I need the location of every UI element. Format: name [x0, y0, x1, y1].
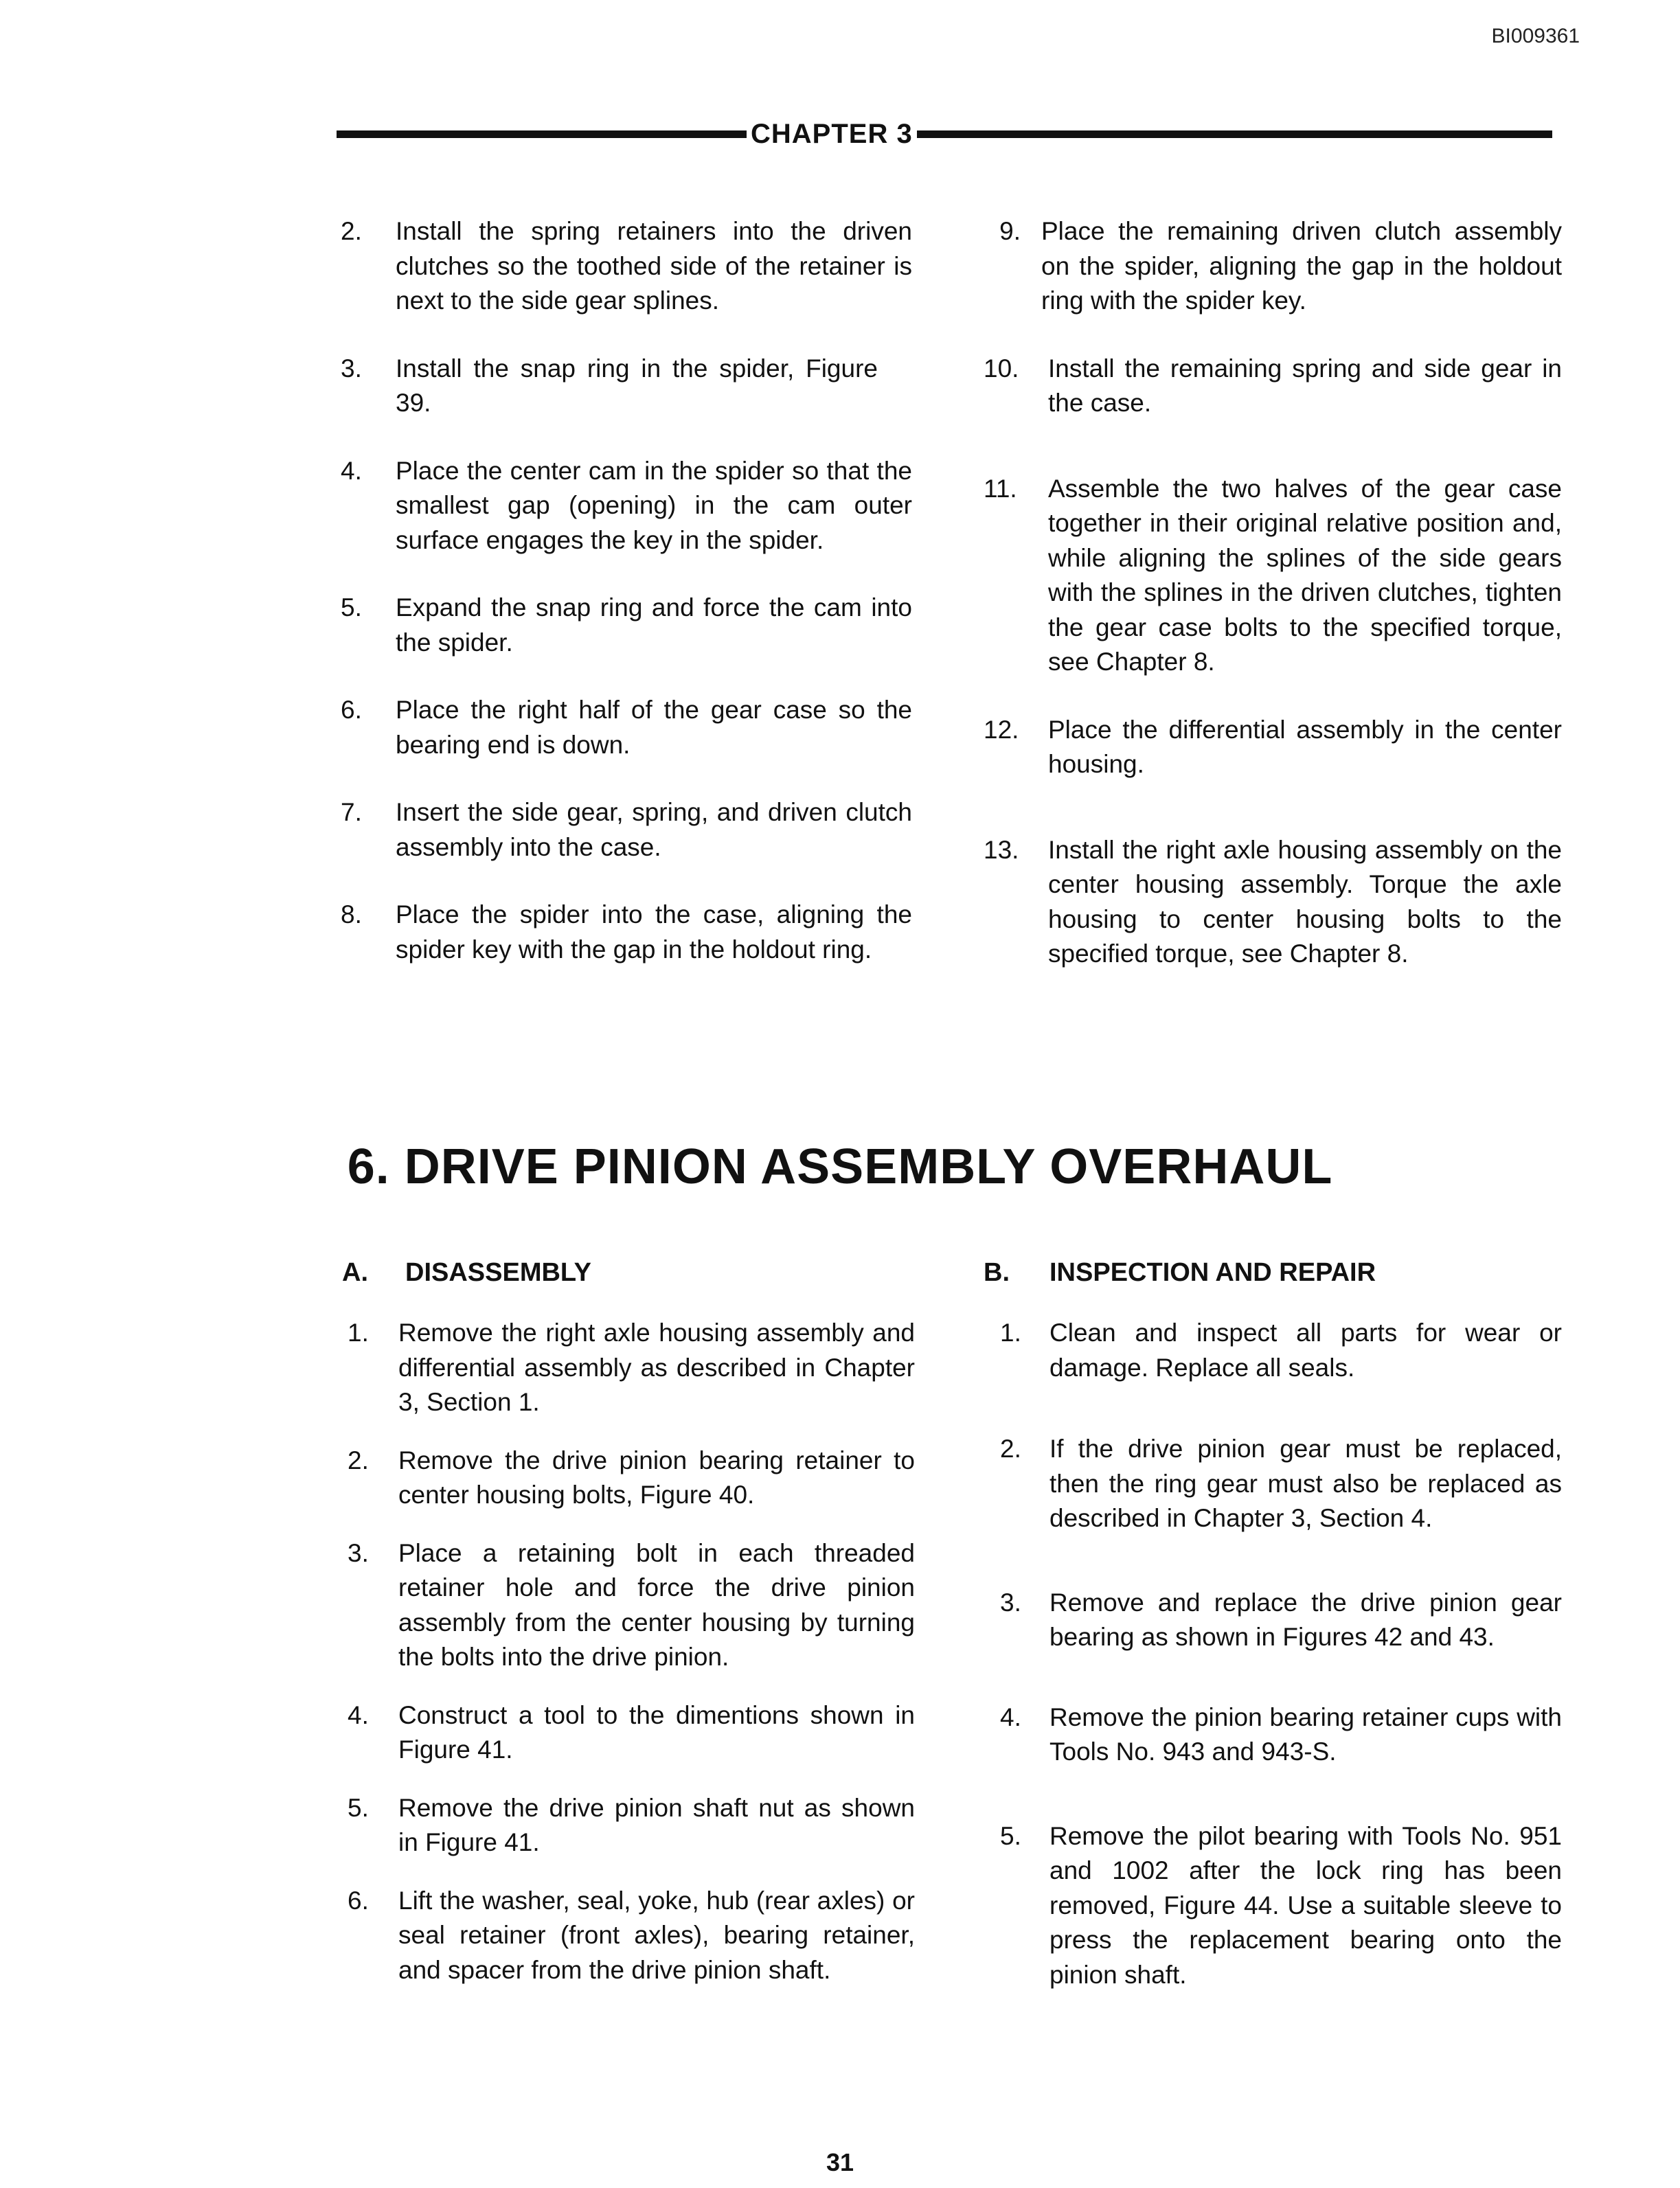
- step-number: 8.: [341, 900, 362, 928]
- step-text: Remove the pinion bearing retainer cups with Tools No. 943 and 943-S.: [1049, 1702, 1562, 1766]
- step-text: Install the remaining spring and side gear in the case.: [1048, 354, 1562, 417]
- list-item: [984, 1316, 1562, 1385]
- subsection-heading-disassembly: [342, 1258, 591, 1288]
- subsection-title: DISASSEMBLY: [405, 1258, 591, 1287]
- list-item: [341, 795, 912, 865]
- inspection-steps: [984, 1316, 1562, 1992]
- subsection-letter: A.: [342, 1258, 368, 1287]
- list-item: [984, 1432, 1562, 1536]
- step-number: 4.: [341, 456, 362, 485]
- step-text: Place the center cam in the spider so that the smallest gap (opening) in the cam outer surface engages the key in the spider.: [396, 456, 912, 554]
- list-item: [984, 472, 1562, 680]
- list-item: [341, 1884, 915, 1988]
- disassembly-steps: [341, 1316, 915, 1987]
- list-item: [341, 1791, 915, 1860]
- list-item: [984, 833, 1562, 972]
- step-text: Assemble the two halves of the gear case together in their original relative position and, while aligning the splines of the side gears with the splines in the driven clutches, tighten the gear case bolts to the specified torque, see Chapter 8.: [1048, 474, 1562, 676]
- step-text: Insert the side gear, spring, and driven clutch assembly into the case.: [396, 798, 912, 861]
- step-number: 13.: [984, 835, 1019, 864]
- list-item: [341, 693, 912, 762]
- step-text: Install the right axle housing assembly on the center housing assembly. Torque the axle housing to center housing bolts to the specified torque, see Chapter 8.: [1048, 835, 1562, 968]
- step-number: 5.: [1000, 1821, 1021, 1850]
- step-number: 3.: [341, 354, 362, 383]
- step-number: 2.: [1000, 1435, 1021, 1463]
- step-text: Clean and inspect all parts for wear or damage. Replace all seals.: [1049, 1319, 1562, 1382]
- step-text: If the drive pinion gear must be replaced, then the ring gear must also be replaced as described in Chapter 3, Section 4.: [1049, 1435, 1562, 1532]
- list-item: [341, 1316, 915, 1420]
- list-item: [341, 1536, 915, 1675]
- step-text: Place the differential assembly in the center housing.: [1048, 715, 1562, 778]
- step-number: 1.: [348, 1319, 369, 1347]
- step-text: Place a retaining bolt in each threaded retainer hole and force the drive pinion assembly from the center housing by turning the bolts into the drive pinion.: [398, 1538, 915, 1671]
- list-item: [341, 454, 912, 558]
- document-id: BI009361: [1491, 25, 1580, 47]
- list-item: [341, 898, 912, 967]
- page-number: 31: [826, 2148, 854, 2176]
- step-number: 12.: [984, 715, 1019, 744]
- step-text: Remove the right axle housing assembly and differential assembly as described in Chapter 3, Section 1.: [398, 1319, 915, 1416]
- step-text: Install the spring retainers into the driven clutches so the toothed side of the retainer is next to the side gear splines.: [396, 217, 912, 315]
- header-rule-left: [337, 130, 747, 138]
- step-number: 1.: [1000, 1319, 1021, 1347]
- step-number: 10.: [984, 354, 1019, 383]
- header-rule-right: [917, 130, 1552, 138]
- chapter-label: CHAPTER 3: [750, 118, 913, 149]
- step-text: Remove the drive pinion shaft nut as shown in Figure 41.: [398, 1793, 915, 1856]
- step-number: 11.: [984, 474, 1017, 503]
- step-number: 2.: [341, 217, 362, 245]
- list-item: [984, 1586, 1562, 1655]
- step-text: Remove the pilot bearing with Tools No. 951 and 1002 after the lock ring has been removed, Figure 44. Use a suitable sleeve to press the replacement bearing onto the pinion shaft.: [1049, 1821, 1562, 1989]
- step-text: Lift the washer, seal, yoke, hub (rear axles) or seal retainer (front axles), bearing retainer, and spacer from the drive pinion shaft.: [398, 1886, 915, 1984]
- step-number: 6.: [348, 1886, 369, 1915]
- subsection-title: INSPECTION AND REPAIR: [1049, 1258, 1376, 1287]
- step-text: Expand the snap ring and force the cam into the spider.: [396, 593, 912, 657]
- list-item: [984, 352, 1562, 421]
- step-text: Remove and replace the drive pinion gear bearing as shown in Figures 42 and 43.: [1049, 1588, 1562, 1651]
- subsection-letter: B.: [984, 1258, 1010, 1287]
- step-number: 2.: [348, 1446, 369, 1474]
- step-number: 6.: [341, 696, 362, 724]
- list-item: [984, 1700, 1562, 1770]
- steps-column-right: [984, 214, 1562, 972]
- list-item: [984, 713, 1562, 782]
- step-text: Install the snap ring in the spider, Figure 39.: [396, 354, 878, 417]
- step-text: Remove the drive pinion bearing retainer to center housing bolts, Figure 40.: [398, 1446, 915, 1509]
- chapter-header-rule: [337, 118, 1552, 150]
- subsection-heading-inspection: [984, 1258, 1376, 1288]
- step-number: 3.: [1000, 1588, 1021, 1617]
- step-text: Construct a tool to the dimentions shown in Figure 41.: [398, 1700, 915, 1764]
- section-title: 6. DRIVE PINION ASSEMBLY OVERHAUL: [347, 1139, 1333, 1194]
- step-number: 4.: [348, 1700, 369, 1729]
- step-number: 5.: [348, 1793, 369, 1822]
- step-number: 3.: [348, 1538, 369, 1567]
- steps-column-left: [341, 214, 912, 967]
- step-text: Place the right half of the gear case so the bearing end is down.: [396, 696, 912, 759]
- list-item: [341, 214, 912, 319]
- step-number: 7.: [341, 798, 362, 826]
- list-item: [341, 591, 912, 660]
- list-item: [984, 1819, 1562, 1993]
- step-number: 5.: [341, 593, 362, 622]
- list-item: [341, 352, 912, 421]
- step-text: Place the spider into the case, aligning the spider key with the gap in the holdout ring.: [396, 900, 912, 964]
- step-text: Place the remaining driven clutch assembly on the spider, aligning the gap in the holdout ring with the spider key.: [1041, 217, 1562, 315]
- list-item: [341, 1444, 915, 1513]
- step-number: 4.: [1000, 1702, 1021, 1731]
- step-number: 9.: [999, 217, 1021, 245]
- list-item: [341, 1698, 915, 1768]
- list-item: [984, 214, 1562, 319]
